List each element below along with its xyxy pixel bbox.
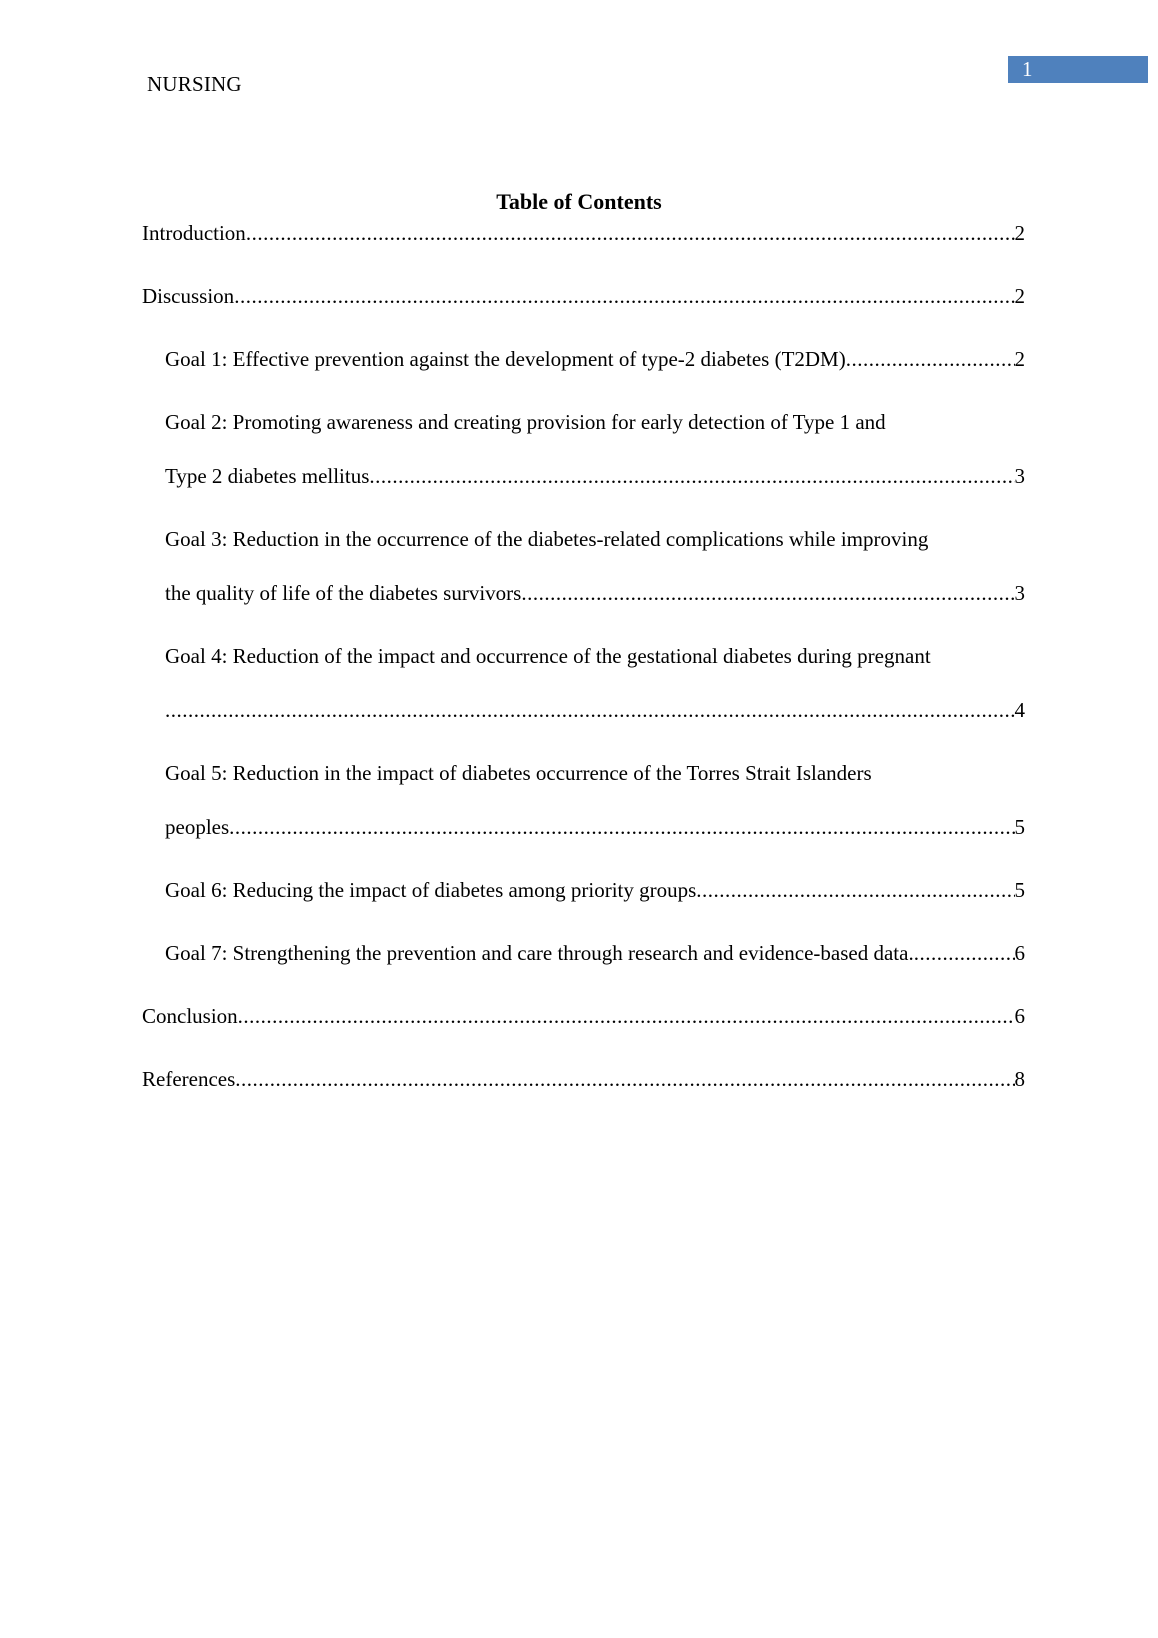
toc-entry-goal-6[interactable] [142, 875, 1025, 905]
toc-entry-goal-4[interactable] [142, 641, 1025, 725]
toc-leader-dots [521, 578, 1014, 608]
toc-entry-page: 3 [1014, 464, 1025, 488]
toc-entry-label: Goal 1: Effective prevention against the development of type-2 diabetes (T2DM) [165, 347, 846, 371]
toc-entry-goal-7[interactable] [142, 938, 1025, 968]
toc-entry-discussion[interactable] [142, 281, 1025, 311]
toc-entry-label: Goal 7: Strengthening the prevention and care through research and evidence-based data. [165, 941, 914, 965]
toc-leader-dots [165, 695, 1015, 725]
toc-entry-label-continued: peoples [165, 815, 230, 839]
toc-entry-page: 4 [1014, 698, 1025, 722]
toc-entry-label-continued: the quality of life of the diabetes survivors [165, 581, 522, 605]
toc-entry-page: 8 [1014, 1067, 1025, 1091]
toc-entry-page: 2 [1014, 284, 1025, 308]
toc-entry-label: Conclusion [142, 1004, 238, 1028]
toc-entry-page: 2 [1014, 347, 1025, 371]
toc-entry-page: 6 [1014, 1004, 1025, 1028]
toc-entry-page: 5 [1014, 878, 1025, 902]
toc-entry-goal-1[interactable] [142, 344, 1025, 374]
toc-title: Table of Contents [496, 189, 662, 214]
page-number: 1 [1022, 57, 1033, 81]
toc-leader-dots [234, 281, 1014, 311]
toc-leader-dots [369, 461, 1014, 491]
toc-leader-dots [696, 875, 1014, 905]
toc-leader-dots [846, 344, 1015, 374]
toc-entry-label-continued: Type 2 diabetes mellitus [165, 464, 370, 488]
toc-entry-label: Goal 4: Reduction of the impact and occurrence of the gestational diabetes during pregnant [165, 644, 931, 668]
toc-entry-label: Goal 2: Promoting awareness and creating provision for early detection of Type 1 and [165, 410, 886, 434]
toc-leader-dots [235, 1064, 1014, 1094]
toc-entry-goal-3[interactable] [142, 524, 1025, 608]
page-number-badge [1008, 56, 1148, 83]
toc-entry-label: Discussion [142, 284, 235, 308]
toc-leader-dots [914, 938, 1015, 968]
toc-entry-goal-5[interactable] [142, 758, 1025, 842]
running-head: NURSING [147, 72, 242, 96]
toc-entry-label: Goal 3: Reduction in the occurrence of the diabetes-related complications while improving [165, 527, 929, 551]
toc-entry-page: 2 [1014, 221, 1025, 245]
toc-entry-conclusion[interactable] [142, 1001, 1025, 1031]
toc-leader-dots [246, 218, 1015, 248]
toc-entry-label: Goal 6: Reducing the impact of diabetes among priority groups [165, 878, 697, 902]
toc-entry-references[interactable] [142, 1064, 1025, 1094]
toc-entry-page: 6 [1014, 941, 1025, 965]
toc-list [142, 218, 1025, 1127]
toc-leader-dots [238, 1001, 1015, 1031]
toc-entry-page: 5 [1014, 815, 1025, 839]
toc-entry-label: Goal 5: Reduction in the impact of diabetes occurrence of the Torres Strait Islanders [165, 761, 872, 785]
toc-entry-page: 3 [1014, 581, 1025, 605]
toc-entry-label: Introduction [142, 221, 246, 245]
toc-leader-dots [229, 812, 1014, 842]
toc-entry-introduction[interactable] [142, 218, 1025, 248]
toc-entry-label: References [142, 1067, 236, 1091]
toc-entry-goal-2[interactable] [142, 407, 1025, 491]
